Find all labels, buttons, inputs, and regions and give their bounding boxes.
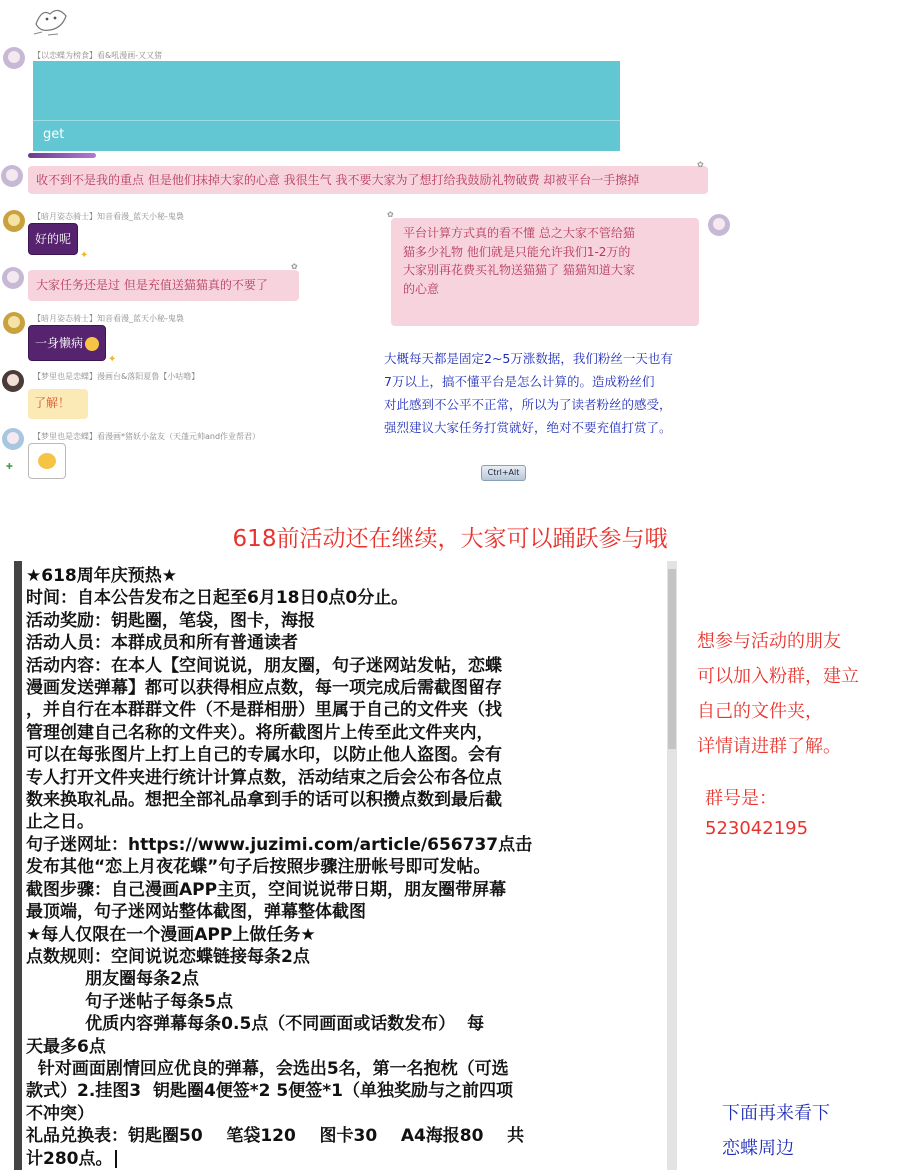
notice-line: 活动内容：在本人【空间说说，朋友圈，句子迷网站发帖，恋蝶 [26,655,502,676]
message-bubble[interactable]: 了解！ [28,389,88,419]
sticker-bubble[interactable] [28,443,66,479]
card-caption: get [43,127,65,142]
bubble-corner-icon: ✿ [697,160,704,169]
scrollbar-thumb[interactable] [668,569,676,749]
notice-line: 管理创建自己名称的文件夹）。将所截图片上传至此文件夹内， [26,722,494,743]
notice-line: 天最多6点 [26,1036,106,1057]
bubble-line: 猫多少礼物 他们就是只能允许我们1-2万的 [403,244,631,259]
note-line: 大概每天都是固定2~5万涨数据，我们粉丝一天也有 [384,351,673,366]
notice-line: 句子迷网址：https://www.juzimi.com/article/656737点击 [26,834,533,855]
avatar[interactable] [3,47,25,69]
note-line: 想参与活动的朋友 [697,631,841,652]
username: 【以恋蝶为榜食】看&吼漫画-又又猪 [33,51,163,60]
username: 【暗月姿态骑士】知音看漫_蓝天小秘-鬼裊 [33,212,184,221]
cat-sticker-icon [28,2,74,38]
bubble-line: 平台计算方式真的看不懂 总之大家不管给猫 [403,226,635,240]
scrollbar[interactable] [667,561,677,1170]
avatar[interactable] [1,165,23,187]
notice-line: ★618周年庆预热★ [26,566,177,586]
notice-line: ★每人仅限在一个漫画APP上做任务★ [26,924,316,945]
note-line: 7万以上，搞不懂平台是怎么计算的。造成粉丝们 [384,374,655,389]
ctrl-alt-button[interactable]: Ctrl+Alt [481,465,526,481]
group-number: 523042195 [705,818,809,839]
username: 【梦里也是恋蝶】漫画台&落阳夏鲁【小咕噜】 [33,372,200,381]
notice-line: 活动奖励：钥匙圈，笔袋，图卡，海报 [26,610,315,631]
notice-line: 数来换取礼品。想把全部礼品拿到手的话可以积攒点数到最后截 [26,790,502,811]
sparkle-icon: ✦ [80,250,89,261]
activity-notice [14,561,677,1170]
note-line: 下面再来看下 [722,1103,830,1124]
avatar[interactable] [708,214,730,236]
group-label: 群号是： [705,788,777,809]
notice-line: ，并自行在本群群文件（不是群相册）里属于自己的文件夹（找 [26,700,502,721]
notice-line: 最顶端，句子迷网站整体截图，弹幕整体截图 [26,902,366,923]
message-bubble[interactable]: 好的呢 [28,223,78,255]
note-line: 恋蝶周边 [722,1138,794,1159]
notice-line: 计280点。 [26,1148,666,1170]
avatar[interactable] [2,267,24,289]
laughing-emoji-icon [38,453,56,469]
shared-card[interactable] [33,61,620,151]
username: 【梦里也是恋蝶】看漫画*猪妖小盆友（天蓬元帅and作业帮君） [33,432,261,441]
document-edge [14,561,22,1170]
explanation-note [384,347,754,439]
notice-line: 款式）2.挂图3 钥匙圈4便签*2 5便签*1（单独奖励与之前四项 [26,1081,513,1102]
note-line: 对此感到不公平不正常，所以为了读者粉丝的感受， [384,397,672,412]
badge-icon: ✚ [6,462,13,471]
message-text: 一身懒病 [35,336,84,350]
avatar[interactable] [2,428,24,450]
message-bubble[interactable] [391,218,699,326]
notice-line: 优质内容弹幕每条0.5点（不同画面或话数发布） 每 [26,1014,485,1035]
bubble-corner-icon: ✿ [291,262,298,271]
message-bubble[interactable] [28,325,106,361]
notice-line: 截图步骤：自己漫画APP主页，空间说说带日期，朋友圈带屏幕 [26,879,507,900]
chat-screenshot [0,0,900,510]
notice-line: 礼品兑换表：钥匙圈50 笔袋120 图卡30 A4海报80 共 [26,1126,525,1147]
avatar[interactable] [3,312,25,334]
notice-line: 漫画发送弹幕】都可以获得相应点数，每一项完成后需截图留存 [26,678,502,699]
headline: 618前活动还在继续，大家可以踊跃参与哦 [232,526,668,552]
sparkle-icon: ✦ [108,354,117,365]
notice-line: 专人打开文件夹进行统计计算点数，活动结束之后会公布各位点 [26,767,502,788]
notice-line: 活动人员：本群成员和所有普通读者 [26,633,298,654]
notice-line: 句子迷帖子每条5点 [26,991,234,1012]
sleepy-emoji-icon [85,337,99,351]
notice-line: 可以在每张图片上打上自己的专属水印，以防止他人盗图。会有 [26,745,502,766]
note-line: 自己的文件夹， [697,701,823,722]
notice-line: 不冲突） [26,1103,94,1124]
notice-line: 发布其他“恋上月夜花蝶”句子后按照步骤注册帐号即可发帖。 [26,857,491,878]
notice-text [26,565,666,1170]
note-line: 强烈建议大家任务打赏就好，绝对不要充值打赏了。 [384,420,672,435]
bubble-line: 的心意 [403,281,440,296]
text-cursor [115,1150,117,1168]
notice-line: 止之日。 [26,812,94,833]
avatar[interactable] [3,210,25,232]
notice-line: 点数规则：空间说说恋蝶链接每条2点 [26,946,310,967]
notice-line: 时间：自本公告发布之日起至6月18日0点0分止。 [26,588,409,609]
avatar[interactable] [2,370,24,392]
notice-line: 针对画面剧情回应优良的弹幕，会选出5名，第一名抱枕（可选 [26,1058,509,1079]
message-bubble[interactable]: 大家任务还是过 但是充值送猫猫真的不要了 [28,270,299,301]
note-line: 可以加入粉群，建立 [697,666,859,687]
card-divider [33,120,620,121]
join-group-note [697,624,859,764]
next-section-note [722,1096,830,1166]
message-bubble[interactable]: 收不到不是我的重点 但是他们抹掉大家的心意 我很生气 我不要大家为了想打给我鼓励礼物破费 却被平台一手擦掉 [28,166,708,194]
notice-line: 朋友圈每条2点 [26,969,200,990]
bubble-corner-icon: ✿ [387,210,394,219]
bubble-line: 大家别再花费买礼物送猫猫了 猫猫知道大家 [403,263,635,278]
bubble-decoration [28,153,96,158]
username: 【暗月姿态骑士】知音看漫_蓝天小秘-鬼裊 [33,314,184,323]
note-line: 详情请进群了解。 [697,736,841,757]
